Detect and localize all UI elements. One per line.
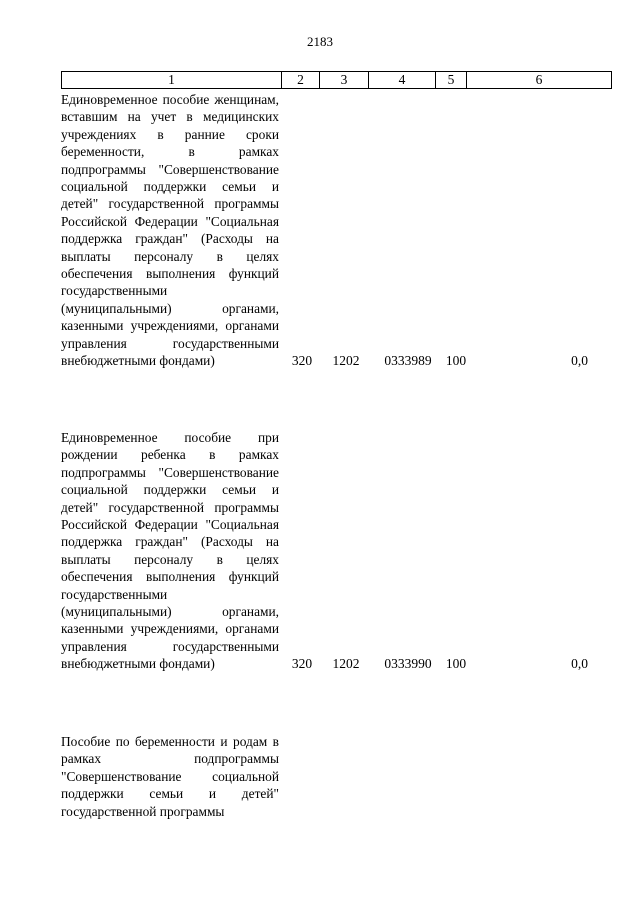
amount: 0,0	[571, 655, 588, 671]
row-description: Единовременное пособие при рождении ребенка в рамках подпрограммы "Совершенствование социальной поддержки семьи и детей" государственной программы Российской Федерации "Социальная поддержка граждан" (Расходы на выплаты персоналу в целях обеспечения выполнения функций государственными (муниципальными) органами, казенными учреждениями, органами управления государственными внебюджетными фондами)	[61, 430, 279, 672]
target-article-code: 0333989	[384, 352, 432, 368]
amount: 0,0	[571, 352, 588, 368]
section-code: 1202	[332, 655, 360, 671]
table-header	[61, 71, 612, 89]
ministry-code: 320	[291, 352, 313, 368]
page-number: 2183	[307, 34, 333, 49]
table-row	[61, 733, 612, 820]
header-col-2: 2	[281, 72, 319, 88]
ministry-code: 320	[291, 655, 313, 671]
header-col-1: 1	[61, 72, 281, 88]
header-col-6: 6	[466, 72, 612, 88]
expense-type-code: 100	[445, 352, 467, 368]
header-col-4: 4	[368, 72, 435, 88]
table-row	[61, 429, 612, 673]
row-description: Пособие по беременности и родам в рамках подпрограммы "Совершенствование социальной поддержки семьи и детей" государственной программы	[61, 734, 279, 819]
row-description: Единовременное пособие женщинам, вставшим на учет в медицинских учреждениях в ранние сроки беременности, в рамках подпрограммы "Совершенствование социальной поддержки семьи и детей" государственной программы Российской Федерации "Социальная поддержка граждан" (Расходы на выплаты персоналу в целях обеспечения выполнения функций государственными (муниципальными) органами, казенными учреждениями, органами управления государственными внебюджетными фондами)	[61, 92, 279, 369]
header-col-5: 5	[435, 72, 466, 88]
row-values	[61, 655, 612, 673]
row-values	[61, 352, 612, 370]
expense-type-code: 100	[445, 655, 467, 671]
table-row	[61, 91, 612, 370]
header-col-3: 3	[319, 72, 368, 88]
section-code: 1202	[332, 352, 360, 368]
target-article-code: 0333990	[384, 655, 432, 671]
